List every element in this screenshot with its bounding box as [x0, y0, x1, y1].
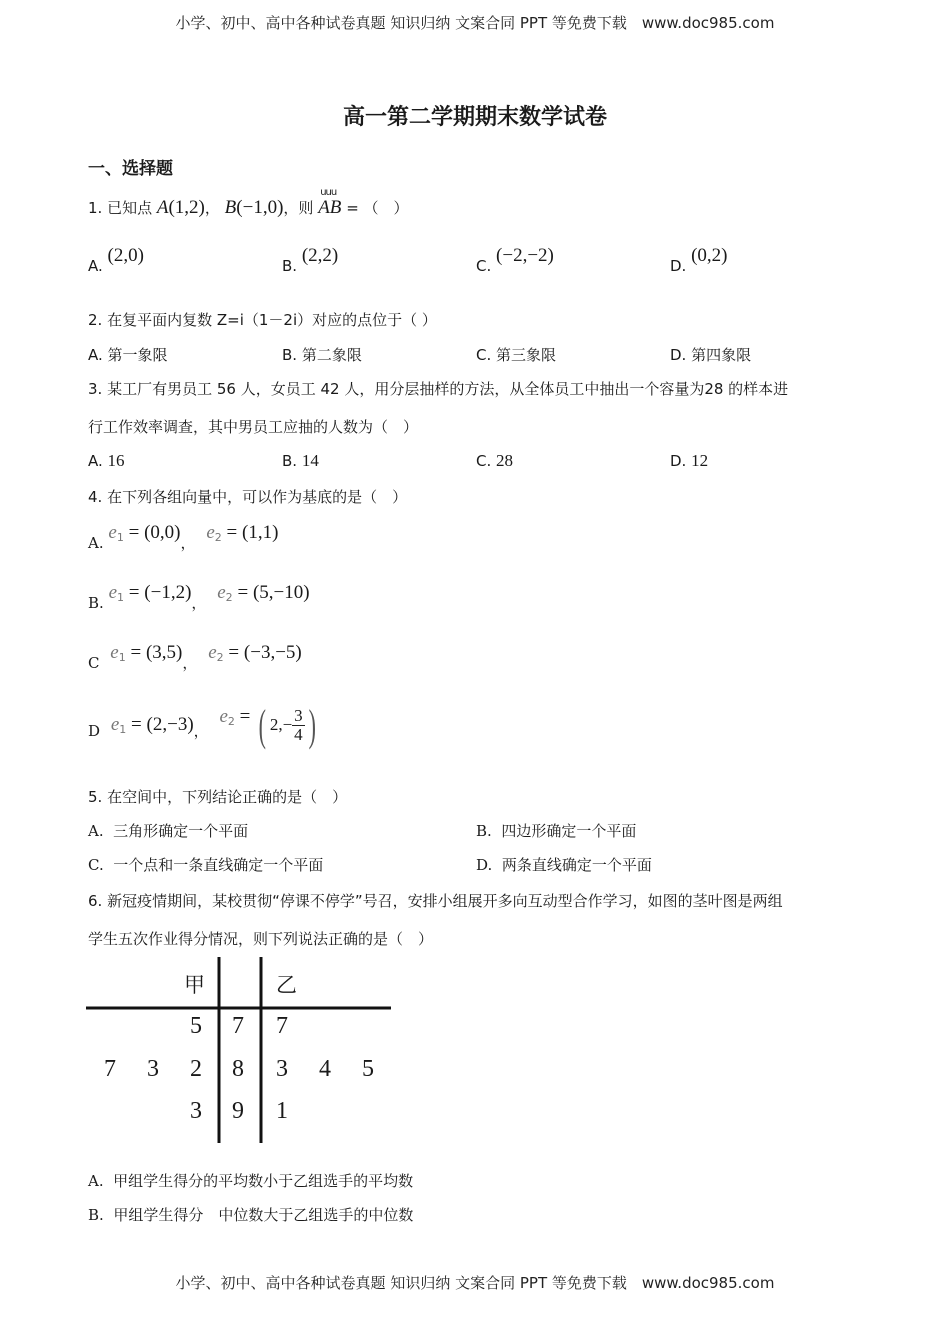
q2-option-a[interactable] [88, 344, 168, 365]
question-6-line-2: 学生五次作业得分情况，则下列说法正确的是（ ） [88, 930, 434, 948]
option-value: 一个点和一条直线确定一个平面 [113, 856, 324, 874]
option-label: B. [282, 346, 298, 364]
e1-symbol: e [108, 582, 118, 603]
leaf-right: 1 [276, 1098, 288, 1124]
option-value: 第四象限 [691, 346, 752, 364]
question-1: 1. 已知点 A(1,2)， B(−1,0)，则 uuu AB = （ ） [88, 187, 409, 218]
e2-prefix: 2,− [269, 715, 293, 734]
option-label: D. [670, 257, 687, 275]
q1-point-a-coord: (1,2) [168, 197, 205, 218]
e2-sub: 2 [214, 531, 222, 544]
option-value: 第二象限 [301, 346, 362, 364]
e2-symbol: e [206, 522, 215, 543]
q3-option-a[interactable] [88, 451, 125, 471]
option-label: A. [88, 822, 104, 840]
leaf-left: 2 [190, 1056, 202, 1082]
page-footer: 小学、初中、高中各种试卷真题 知识归纳 文案合同 PPT 等免费下载 www.doc985.com [175, 1274, 775, 1292]
option-label: B. [476, 822, 492, 840]
option-label: C. [476, 346, 492, 364]
option-label: D. [476, 856, 493, 874]
right-group-label: 乙 [276, 973, 297, 997]
e1-value: (3,5) [145, 642, 183, 663]
q1-option-a[interactable] [88, 245, 144, 277]
equals: = [131, 714, 142, 735]
q2-option-c[interactable] [476, 344, 556, 365]
q6-option-b[interactable] [88, 1204, 413, 1225]
e1-value: (2,−3) [146, 714, 194, 735]
option-label: D. [670, 346, 687, 364]
question-5: 5. 在空间中，下列结论正确的是（ ） [88, 788, 348, 806]
e1-value: (−1,2) [144, 582, 192, 603]
q1-point-a: A [156, 197, 169, 218]
page-header: 小学、初中、高中各种试卷真题 知识归纳 文案合同 PPT 等免费下载 www.doc985.com [175, 14, 775, 32]
stem-leaf-plot [86, 955, 396, 1145]
option-value: 第一象限 [107, 346, 168, 364]
fraction-denominator: 4 [294, 725, 303, 744]
leaf-right: 7 [276, 1013, 288, 1039]
option-label: D. [670, 452, 687, 470]
e2-symbol: e [208, 642, 217, 663]
option-value: 16 [107, 451, 125, 470]
e2-sub: 2 [227, 715, 235, 728]
q1-vector [318, 187, 342, 219]
q4-option-b[interactable] [88, 582, 310, 612]
q4-option-d[interactable] [88, 700, 319, 751]
e2-value: (1,1) [242, 522, 279, 543]
option-label: A. [88, 346, 103, 364]
option-value: (2,0) [107, 245, 144, 266]
leaf-left: 3 [190, 1098, 202, 1124]
q1-prefix: 1. 已知点 [88, 199, 153, 217]
q1-option-d[interactable] [670, 245, 728, 277]
comma: ， [191, 594, 207, 612]
right-paren-icon: ) [308, 701, 316, 750]
option-label: A. [88, 257, 103, 275]
option-value: (−2,−2) [496, 245, 554, 266]
option-label: D [88, 722, 101, 740]
e2-value: (5,−10) [252, 582, 310, 603]
e2-sub: 2 [225, 591, 233, 604]
option-label: C [88, 654, 100, 672]
e1-symbol: e [110, 642, 119, 663]
equals: = [226, 522, 238, 543]
option-value: 四边形确定一个平面 [501, 822, 637, 840]
option-label: A. [88, 452, 103, 470]
option-label: B. [88, 1206, 104, 1224]
e1-symbol: e [108, 522, 117, 543]
q1-suffix: ，则 [283, 199, 314, 217]
question-2: 2. 在复平面内复数 Z=i（1－2i）对应的点位于（ ） [88, 311, 437, 329]
q5-option-c[interactable] [88, 854, 323, 875]
e2-sub: 2 [216, 651, 224, 664]
stem-value: 8 [232, 1056, 244, 1082]
option-label: C. [88, 856, 104, 874]
q5-option-b[interactable] [476, 820, 636, 841]
equals: = [239, 706, 251, 727]
q5-option-d[interactable] [476, 854, 652, 875]
option-label: C. [476, 257, 492, 275]
leaf-right: 4 [319, 1056, 331, 1082]
leaf-left: 3 [147, 1056, 159, 1082]
option-label: A. [88, 534, 104, 552]
q5-option-a[interactable] [88, 820, 248, 841]
stem-value: 9 [232, 1098, 244, 1124]
option-label: B. [282, 452, 298, 470]
q6-option-a[interactable] [88, 1170, 413, 1191]
e2-symbol: e [217, 582, 226, 603]
section-heading: 一、选择题 [88, 159, 173, 179]
leaf-left: 7 [104, 1056, 116, 1082]
option-value: 两条直线确定一个平面 [501, 856, 652, 874]
option-value: 12 [691, 451, 709, 470]
option-label: B. [88, 594, 104, 612]
q4-option-c[interactable] [88, 642, 302, 672]
e1-sub: 1 [116, 531, 124, 544]
comma: ， [180, 534, 196, 552]
e1-sub: 1 [118, 651, 126, 664]
leaf-left: 5 [190, 1013, 202, 1039]
option-value: 三角形确定一个平面 [113, 822, 249, 840]
e1-sub: 1 [117, 591, 125, 604]
question-4: 4. 在下列各组向量中，可以作为基底的是（ ） [88, 488, 408, 506]
equals: = [128, 582, 140, 603]
q1-vec-ab: AB [318, 197, 342, 218]
fraction [292, 707, 305, 744]
e1-symbol: e [110, 714, 120, 735]
option-label: A. [88, 1172, 104, 1190]
option-value: (0,2) [691, 245, 728, 266]
comma: ， [182, 654, 198, 672]
leaf-right: 5 [362, 1056, 374, 1082]
question-3-line-1: 3. 某工厂有男员工 56 人，女员工 42 人，用分层抽样的方法，从全体员工中抽出一个容量为28 的样本进 [88, 380, 789, 398]
q1-point-b: B [224, 197, 237, 218]
option-value: 14 [301, 451, 319, 470]
option-value: 第三象限 [496, 346, 557, 364]
option-label: C. [476, 452, 492, 470]
q3-option-d[interactable] [670, 451, 708, 471]
q2-option-d[interactable] [670, 344, 751, 365]
q3-option-b[interactable] [282, 451, 319, 471]
e1-value: (0,0) [144, 522, 181, 543]
page-title: 高一第二学期期末数学试卷 [342, 105, 607, 130]
option-value: 甲组学生得分的平均数小于乙组选手的平均数 [113, 1172, 414, 1190]
comma: ， [193, 722, 209, 740]
vector-arrow-icon: uuu [320, 187, 337, 198]
option-label: B. [282, 257, 298, 275]
equals: = [130, 642, 142, 663]
equals: = [228, 642, 240, 663]
q1-option-b[interactable] [282, 245, 339, 277]
option-value: 甲组学生得分 中位数大于乙组选手的中位数 [113, 1206, 414, 1224]
e2-value: (−3,−5) [243, 642, 302, 663]
equals: = [237, 582, 249, 603]
q2-option-b[interactable] [282, 344, 362, 365]
q3-option-c[interactable] [476, 451, 513, 471]
option-value: 28 [496, 451, 514, 470]
e2-symbol: e [219, 706, 228, 727]
left-group-label: 甲 [184, 973, 205, 997]
left-paren-icon: ( [258, 701, 267, 750]
leaf-right: 3 [276, 1056, 288, 1082]
equals: = [128, 522, 140, 543]
question-3-line-2: 行工作效率调查，其中男员工应抽的人数为（ ） [88, 418, 419, 436]
fraction-numerator: 3 [294, 706, 303, 725]
q1-option-c[interactable] [476, 245, 554, 277]
stem-value: 7 [232, 1013, 244, 1039]
question-6-line-1: 6. 新冠疫情期间，某校贯彻“停课不停学”号召，安排小组展开多向互动型合作学习，如图的茎叶图是两组 [88, 892, 783, 910]
q1-tail: = （ ） [346, 199, 409, 217]
q4-option-a[interactable] [88, 522, 279, 552]
option-value: (2,2) [301, 245, 339, 266]
e1-sub: 1 [119, 723, 127, 736]
q1-point-b-coord: (−1,0) [236, 197, 284, 218]
